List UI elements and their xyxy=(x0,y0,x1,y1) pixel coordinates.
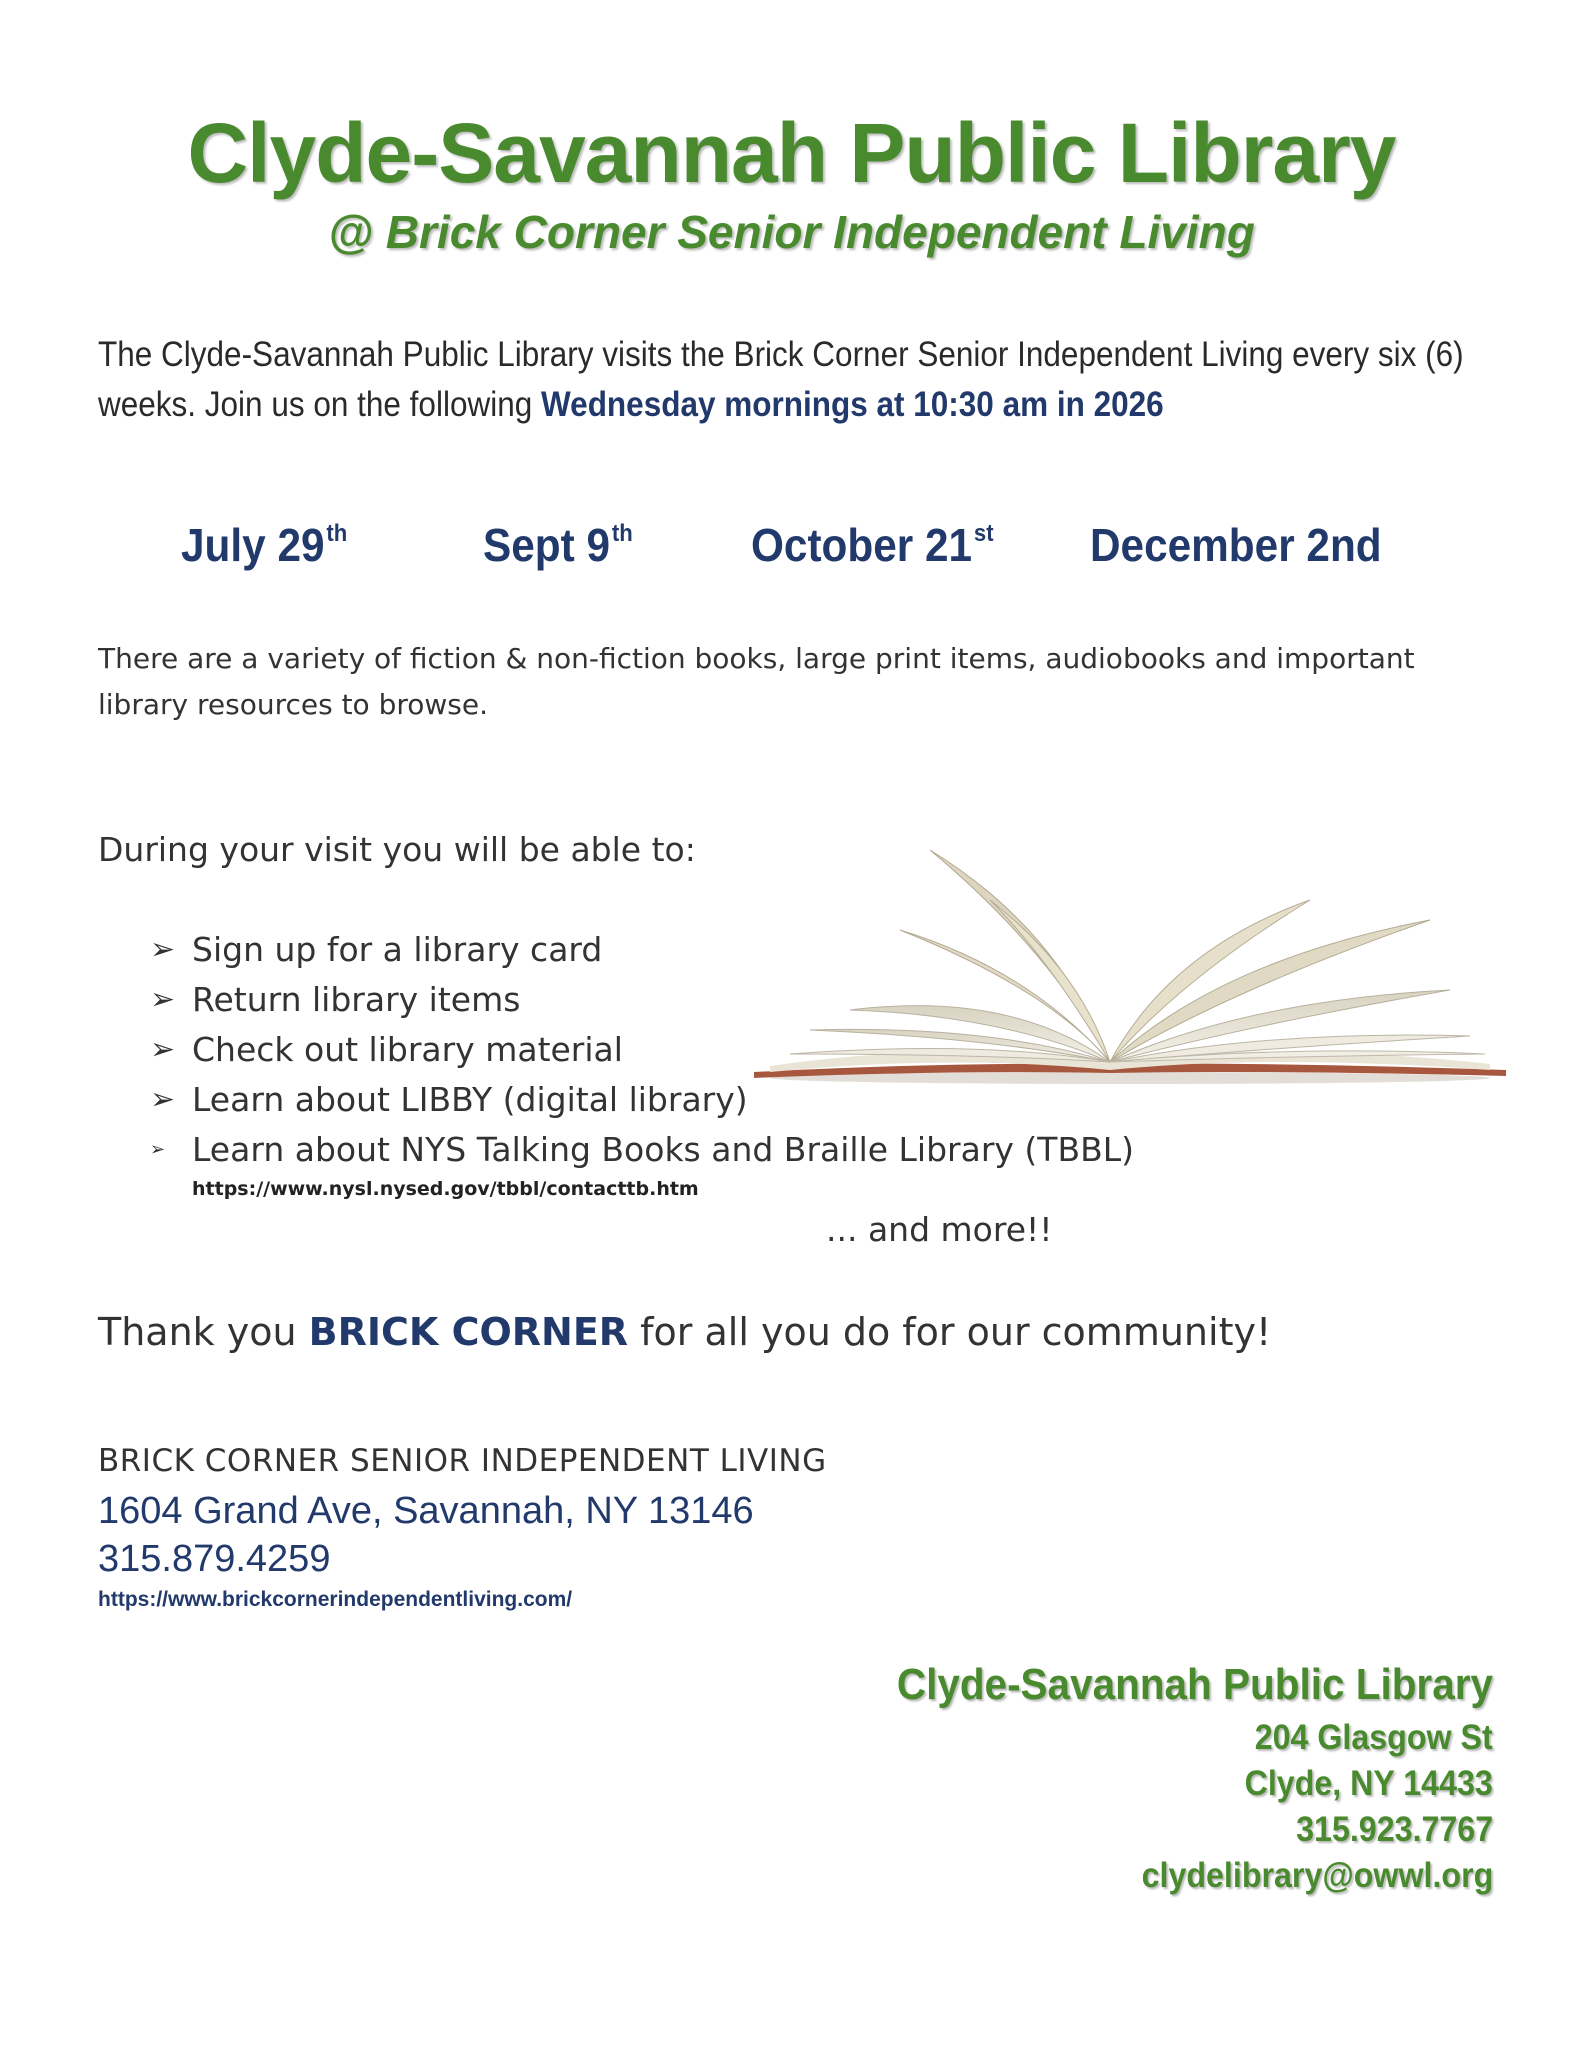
library-street: 204 Glasgow St xyxy=(1254,1718,1493,1757)
activity-label: Learn about LIBBY (digital library) xyxy=(192,1080,748,1119)
open-book-image xyxy=(750,840,1510,1090)
brick-corner-phone: 315.879.4259 xyxy=(98,1538,331,1580)
thank-you-line xyxy=(98,1310,1271,1354)
library-city: Clyde, NY 14433 xyxy=(1244,1764,1493,1803)
date-4-main: December 2nd xyxy=(1090,519,1382,571)
date-2-main: Sept 9 xyxy=(483,519,611,571)
arrowhead-bullet-icon: ➢ xyxy=(150,932,176,967)
flyer-title: Clyde-Savannah Public Library xyxy=(187,106,1396,200)
intro-paragraph xyxy=(98,330,1502,430)
date-3 xyxy=(751,518,994,572)
list-item xyxy=(150,1125,1134,1175)
activity-label: Sign up for a library card xyxy=(192,930,603,969)
date-1 xyxy=(181,518,347,572)
library-email[interactable]: clydelibrary@owwl.org xyxy=(1141,1856,1493,1895)
date-2-suffix: th xyxy=(611,520,633,547)
date-4 xyxy=(1090,518,1383,572)
during-visit-heading: During your visit you will be able to: xyxy=(98,830,696,869)
arrowhead-bullet-icon: ➢ xyxy=(150,982,176,1017)
date-2 xyxy=(483,518,633,572)
intro-emphasis: Wednesday mornings at 10:30 am in 2026 xyxy=(541,385,1164,424)
activity-label: Learn about NYS Talking Books and Braille Library (TBBL) xyxy=(192,1130,1134,1169)
thanks-suffix: for all you do for our community! xyxy=(628,1310,1272,1354)
thanks-prefix: Thank you xyxy=(98,1310,309,1354)
arrowhead-bullet-icon: ➢ xyxy=(150,1082,176,1117)
date-1-main: July 29 xyxy=(181,519,325,571)
library-name: Clyde-Savannah Public Library xyxy=(896,1660,1493,1709)
date-1-suffix: th xyxy=(326,520,348,547)
arrowhead-bullet-icon: ➢ xyxy=(150,1032,176,1067)
thanks-bold: BRICK CORNER xyxy=(308,1310,629,1354)
date-3-suffix: st xyxy=(973,520,994,547)
flyer-subtitle: @ Brick Corner Senior Independent Living xyxy=(328,206,1255,258)
variety-paragraph: There are a variety of fiction & non-fiction books, large print items, audiobooks and important library resources to browse. xyxy=(98,642,1415,721)
activity-label: Check out library material xyxy=(192,1030,623,1069)
brick-corner-name: BRICK CORNER SENIOR INDEPENDENT LIVING xyxy=(98,1443,827,1479)
library-phone: 315.923.7767 xyxy=(1296,1810,1493,1849)
brick-corner-address: 1604 Grand Ave, Savannah, NY 13146 xyxy=(98,1490,754,1532)
tbbl-link[interactable]: https://www.nysl.nysed.gov/tbbl/contacttb.htm xyxy=(192,1178,699,1200)
and-more-text: ... and more!! xyxy=(826,1210,1053,1249)
intro-text: The Clyde-Savannah Public Library visits the Brick Corner Senior Independent Living every six (6) weeks. Join us on the following xyxy=(98,335,1464,424)
arrowhead-bullet-icon: ➢ xyxy=(150,1139,166,1160)
date-3-main: October 21 xyxy=(751,519,973,571)
activity-label: Return library items xyxy=(192,980,521,1019)
brick-corner-link[interactable]: https://www.brickcornerindependentliving.com/ xyxy=(98,1588,573,1611)
